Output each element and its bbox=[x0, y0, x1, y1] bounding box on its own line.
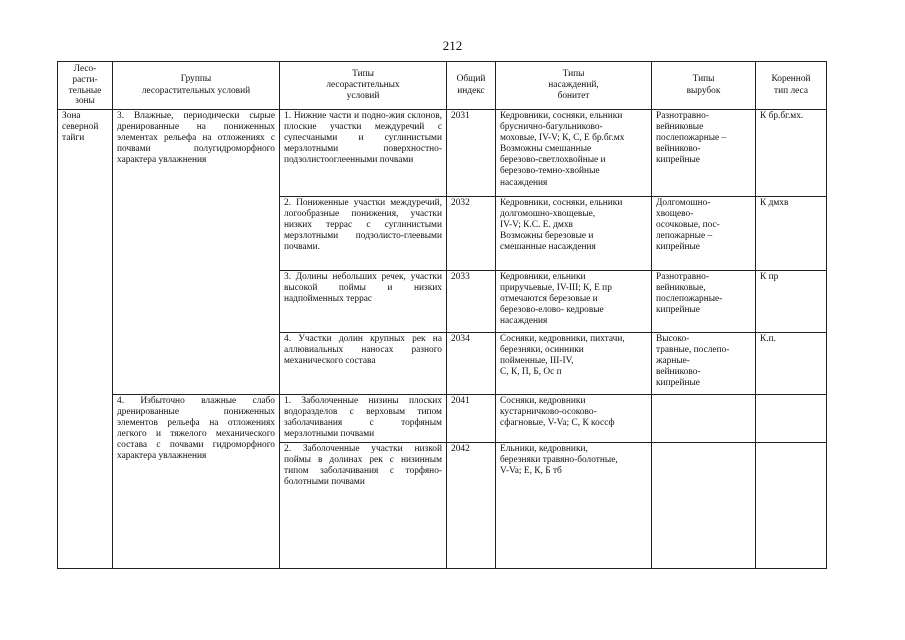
native-type-cell: К дмхв bbox=[756, 197, 827, 271]
cuttings-cell: Разнотравно- вейниковые послепожарные – вейниково- кипрейные bbox=[652, 110, 756, 197]
stands-cell: Сосняки, кедровники кустарничково-осоково- сфагновые, V-Va; С, К коссф bbox=[496, 395, 652, 443]
cuttings-cell bbox=[652, 395, 756, 443]
type-cell: 3. Долины небольших речек, участки высокой поймы и низких надпойменных террас bbox=[280, 271, 447, 333]
page-number: 212 bbox=[442, 38, 463, 53]
header-cuttings: Типы вырубок bbox=[652, 62, 756, 110]
header-zone: Лесо- расти- тельные зоны bbox=[58, 62, 113, 110]
stands-cell: Кедровники, сосняки, ельники долгомошно-хвощевые, IV-V; К.С. Е. дмхв Возможны березовые и смешанные насаждения bbox=[496, 197, 652, 271]
table-row bbox=[58, 110, 827, 197]
header-native-type: Коренной тип леса bbox=[756, 62, 827, 110]
index-cell: 2042 bbox=[447, 443, 496, 569]
index-cell: 2033 bbox=[447, 271, 496, 333]
type-cell: 2. Пониженные участки междуречий, логообразные понижения, участки низких террас с суглинистыми мерзлотными подзолисто-глеевыми почвами. bbox=[280, 197, 447, 271]
native-type-cell bbox=[756, 443, 827, 569]
header-stands: Типы насаждений, бонитет bbox=[496, 62, 652, 110]
group-cell: 4. Избыточно влажные слабо дренированные пониженных элементов рельефа на отложениях легкого и тяжелого механического состава с почвами гидроморфного характера увлажнения bbox=[113, 395, 280, 569]
native-type-cell: К бр.бг.мх. bbox=[756, 110, 827, 197]
stands-cell: Ельники, кедровники, березняки травяно-болотные, V-Va; Е, К, Б тб bbox=[496, 443, 652, 569]
stands-cell: Сосняки, кедровники, пихтачи, березняки, осинники пойменные, III-IV, С, К, П, Б, Ос п bbox=[496, 333, 652, 395]
stands-cell: Кедровники, ельники приручьевые, IV-III; К, Е пр отмечаются березовые и березово-елово- кедровые насаждения bbox=[496, 271, 652, 333]
cuttings-cell: Долгомошно- хвощево- осочковые, пос- лепожарные – кипрейные bbox=[652, 197, 756, 271]
index-cell: 2034 bbox=[447, 333, 496, 395]
index-cell: 2032 bbox=[447, 197, 496, 271]
cuttings-cell: Разнотравно- вейниковые, послепожарные- кипрейные bbox=[652, 271, 756, 333]
stands-cell: Кедровники, сосняки, ельники бруснично-багульниково- моховые, IV-V; К, С, Е бр.бг.мх Возможны смешанные березово-светлохвойные и березово-темно-хвойные насаждения bbox=[496, 110, 652, 197]
native-type-cell: К.п. bbox=[756, 333, 827, 395]
cuttings-cell: Высоко- травные, послепо- жарные- вейниково- кипрейные bbox=[652, 333, 756, 395]
forest-types-table bbox=[57, 61, 827, 569]
native-type-cell: К пр bbox=[756, 271, 827, 333]
index-cell: 2031 bbox=[447, 110, 496, 197]
type-cell: 4. Участки долин крупных рек на аллювиальных наносах разного механического состава bbox=[280, 333, 447, 395]
header-types: Типы лесорастительных условий bbox=[280, 62, 447, 110]
type-cell: 2. Заболоченные участки низкой поймы в долинах рек с низинным типом заболачивания с торфяно-болотными почвами bbox=[280, 443, 447, 569]
header-groups: Группы лесорастительных условий bbox=[113, 62, 280, 110]
table-row bbox=[58, 395, 827, 443]
cuttings-cell bbox=[652, 443, 756, 569]
header-index: Общий индекс bbox=[447, 62, 496, 110]
header-row bbox=[58, 62, 827, 110]
index-cell: 2041 bbox=[447, 395, 496, 443]
type-cell: 1. Заболоченные низины плоских водоразделов с верховым типом заболачивания с торфяным мерзлотными почвами bbox=[280, 395, 447, 443]
native-type-cell bbox=[756, 395, 827, 443]
type-cell: 1. Нижние части и подно-жия склонов, плоские участки междуречий с супесчаными и суглинистыми мерзлотными поверхностно-подзолистооглеенными почвами bbox=[280, 110, 447, 197]
group-cell: 3. Влажные, периодически сырые дренированные на пониженных элементах рельефа на отложениях с почвами полугидроморфного характера увлажнения bbox=[113, 110, 280, 395]
zone-cell: Зона северной тайги bbox=[58, 110, 113, 569]
